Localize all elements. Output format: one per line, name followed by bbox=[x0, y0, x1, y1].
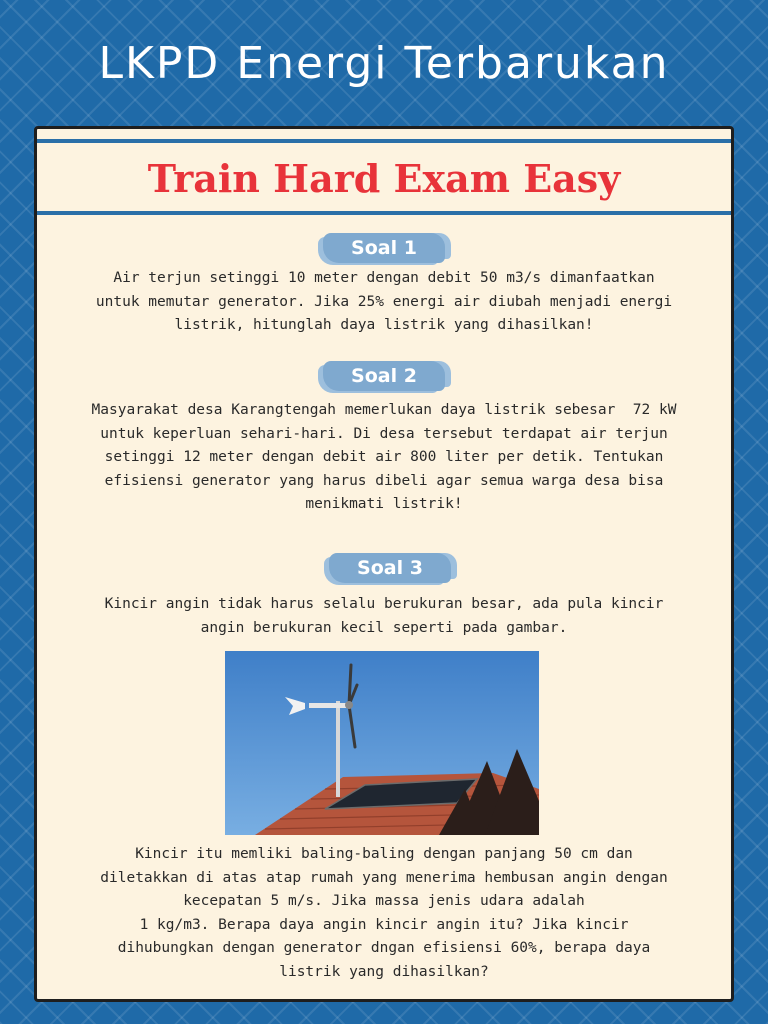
question-3-line: listrik yang dihasilkan? bbox=[279, 963, 489, 980]
question-1-text bbox=[37, 267, 731, 338]
question-2-line: setinggi 12 meter dengan debit air 800 liter per detik. Tentukan bbox=[104, 449, 664, 465]
question-3-line: kecepatan 5 m/s. Jika massa jenis udara adalah bbox=[183, 893, 585, 909]
question-3-line: 1 kg/m3. Berapa daya angin kincir angin itu? Jika kincir bbox=[139, 916, 629, 933]
question-2-line: efisiensi generator yang harus dibeli agar semua warga desa bisa bbox=[104, 472, 664, 489]
question-3-intro-line: angin berukuran kecil seperti pada gambar. bbox=[200, 619, 568, 636]
question-2-line: Masyarakat desa Karangtengah memerlukan daya listrik sebesar 72 kW bbox=[91, 402, 677, 418]
question-1-line: untuk memutar generator. Jika 25% energi air diubah menjadi energi bbox=[95, 293, 673, 310]
question-1-line: Air terjun setinggi 10 meter dengan debit 50 m3/s dimanfaatkan bbox=[113, 270, 655, 286]
page-title: LKPD Energi Terbarukan bbox=[98, 38, 670, 89]
question-2-line: menikmati listrik! bbox=[305, 496, 463, 512]
question-3-line: dihubungkan dengan generator dngan efisiensi 60%, berapa daya bbox=[117, 940, 651, 956]
question-1-line: listrik, hitunglah daya listrik yang dihasilkan! bbox=[174, 317, 594, 333]
question-2-line: untuk keperluan sehari-hari. Di desa tersebut terdapat air terjun bbox=[100, 425, 668, 442]
question-3-line: diletakkan di atas atap rumah yang menerima hembusan angin dengan bbox=[100, 869, 668, 886]
question-3-text bbox=[37, 843, 731, 984]
question-2-label: Soal 2 bbox=[323, 361, 445, 391]
banner bbox=[37, 139, 731, 215]
question-3-intro bbox=[37, 593, 731, 640]
question-3-intro-line: Kincir angin tidak harus selalu berukuran besar, ada pula kincir bbox=[104, 596, 664, 612]
question-3-label: Soal 3 bbox=[329, 553, 451, 583]
wind-turbine-photo bbox=[225, 651, 539, 835]
question-2-text bbox=[37, 399, 731, 517]
question-3-line: Kincir itu memliki baling-baling dengan panjang 50 cm dan bbox=[135, 846, 633, 862]
worksheet-card bbox=[34, 126, 734, 1002]
banner-title: Train Hard Exam Easy bbox=[147, 156, 621, 201]
question-1-label: Soal 1 bbox=[323, 233, 445, 263]
